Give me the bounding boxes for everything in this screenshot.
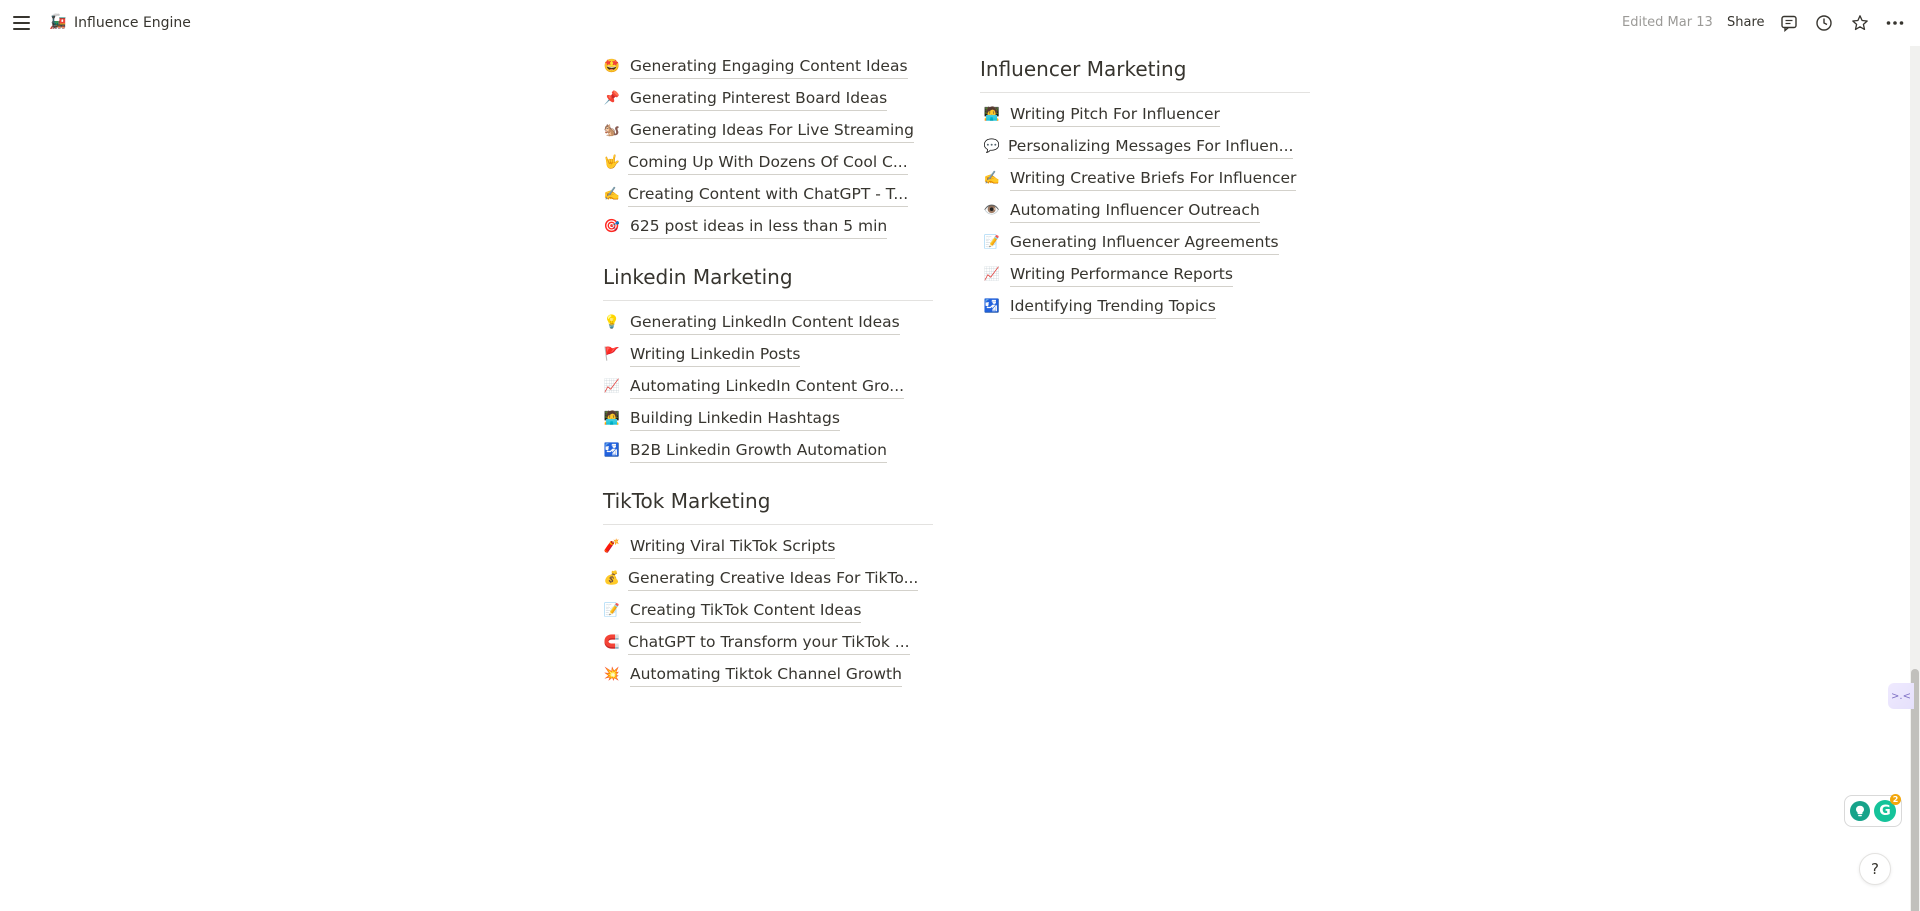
top-bar xyxy=(0,0,1920,46)
emoji-icon: 📈 xyxy=(983,267,1001,282)
link-label: Automating Influencer Outreach xyxy=(1010,199,1260,223)
list-item[interactable] xyxy=(602,630,910,656)
list-item[interactable] xyxy=(602,598,861,624)
emoji-icon: 🤟 xyxy=(603,155,621,170)
list-item[interactable] xyxy=(982,230,1279,256)
emoji-icon: 📝 xyxy=(983,235,1001,250)
link-label: B2B Linkedin Growth Automation xyxy=(630,439,887,463)
emoji-icon: 🤩 xyxy=(603,59,621,74)
link-label: Creating TikTok Content Ideas xyxy=(630,599,861,623)
list-item[interactable] xyxy=(602,150,908,176)
grammarly-logo-icon[interactable]: G 2 xyxy=(1874,800,1896,822)
emoji-icon: 💡 xyxy=(603,315,621,330)
section-heading: Influencer Marketing xyxy=(980,57,1187,81)
link-label: 625 post ideas in less than 5 min xyxy=(630,215,887,239)
link-label: Generating Engaging Content Ideas xyxy=(630,55,908,79)
list-item[interactable] xyxy=(602,310,900,336)
linkedin-section xyxy=(603,263,933,301)
link-label: Generating Ideas For Live Streaming xyxy=(630,119,914,143)
emoji-icon: ✍️ xyxy=(603,187,621,202)
link-label: Generating Pinterest Board Ideas xyxy=(630,87,887,111)
list-item[interactable] xyxy=(602,438,887,464)
more-icon[interactable] xyxy=(1884,12,1906,34)
tiktok-section xyxy=(603,487,933,525)
list-item[interactable] xyxy=(602,374,904,400)
page-icon: 🚂 xyxy=(49,14,67,30)
scrollbar-track[interactable] xyxy=(1910,46,1920,911)
emoji-icon: 👁️ xyxy=(983,203,1001,218)
side-tab-glyph: >.< xyxy=(1891,690,1911,702)
emoji-icon: 📌 xyxy=(603,91,621,106)
list-item[interactable] xyxy=(982,166,1296,192)
list-item[interactable] xyxy=(602,118,914,144)
emoji-icon: 🛂 xyxy=(603,443,621,458)
link-label: ChatGPT to Transform your TikTok ... xyxy=(628,631,910,655)
link-label: Writing Creative Briefs For Influencer xyxy=(1010,167,1296,191)
menu-icon[interactable] xyxy=(13,13,33,33)
link-label: Writing Pitch For Influencer xyxy=(1010,103,1220,127)
clock-icon[interactable] xyxy=(1813,12,1835,34)
emoji-icon: 🎯 xyxy=(603,219,621,234)
grammarly-widget[interactable] xyxy=(1844,795,1902,827)
list-item[interactable] xyxy=(982,198,1260,224)
divider xyxy=(603,300,933,301)
list-item[interactable] xyxy=(602,86,887,112)
help-button[interactable]: ? xyxy=(1859,853,1891,885)
star-icon[interactable] xyxy=(1849,12,1871,34)
emoji-icon: 🧑‍💻 xyxy=(603,411,621,426)
list-item[interactable] xyxy=(602,342,800,368)
emoji-icon: 💰 xyxy=(603,571,621,586)
emoji-icon: 🧑‍💻 xyxy=(983,107,1001,122)
divider xyxy=(603,524,933,525)
emoji-icon: 🛂 xyxy=(983,299,1001,314)
list-item[interactable] xyxy=(602,182,908,208)
emoji-icon: ✍️ xyxy=(983,171,1001,186)
link-label: Writing Linkedin Posts xyxy=(630,343,800,367)
emoji-icon: 💥 xyxy=(603,667,621,682)
list-item[interactable] xyxy=(982,262,1233,288)
link-label: Coming Up With Dozens Of Cool C... xyxy=(628,151,908,175)
side-panel-tab[interactable] xyxy=(1888,683,1914,709)
share-button[interactable]: Share xyxy=(1727,15,1765,30)
emoji-icon: 🧲 xyxy=(603,635,621,650)
emoji-icon: 🧨 xyxy=(603,539,621,554)
influencer-section xyxy=(980,55,1310,93)
list-item[interactable] xyxy=(602,534,835,560)
emoji-icon: 📝 xyxy=(603,603,621,618)
edited-timestamp: Edited Mar 13 xyxy=(1622,15,1713,30)
list-item[interactable] xyxy=(982,294,1216,320)
list-item[interactable] xyxy=(602,662,902,688)
link-label: Writing Performance Reports xyxy=(1010,263,1233,287)
link-label: Generating Creative Ideas For TikTo... xyxy=(628,567,918,591)
emoji-icon: 📈 xyxy=(603,379,621,394)
list-item[interactable] xyxy=(602,566,918,592)
link-label: Building Linkedin Hashtags xyxy=(630,407,840,431)
link-label: Creating Content with ChatGPT - T... xyxy=(628,183,908,207)
link-label: Personalizing Messages For Influen... xyxy=(1008,135,1293,159)
list-item[interactable] xyxy=(602,406,840,432)
list-item[interactable] xyxy=(982,134,1293,160)
notification-badge: 2 xyxy=(1890,794,1901,805)
link-label: Identifying Trending Topics xyxy=(1010,295,1216,319)
link-label: Generating Influencer Agreements xyxy=(1010,231,1279,255)
link-label: Writing Viral TikTok Scripts xyxy=(630,535,835,559)
emoji-icon: 🚩 xyxy=(603,347,621,362)
divider xyxy=(980,92,1310,93)
list-item[interactable] xyxy=(602,214,887,240)
link-label: Generating LinkedIn Content Ideas xyxy=(630,311,900,335)
list-item[interactable] xyxy=(982,102,1220,128)
emoji-icon: 🐿️ xyxy=(603,123,621,138)
list-item[interactable] xyxy=(602,54,908,80)
emoji-icon: 💬 xyxy=(983,139,1001,154)
comment-icon[interactable] xyxy=(1778,12,1800,34)
page-title[interactable]: Influence Engine xyxy=(74,15,191,31)
link-label: Automating LinkedIn Content Gro... xyxy=(630,375,904,399)
section-heading: Linkedin Marketing xyxy=(603,265,793,289)
section-heading: TikTok Marketing xyxy=(603,489,771,513)
lightbulb-icon[interactable] xyxy=(1850,801,1870,821)
link-label: Automating Tiktok Channel Growth xyxy=(630,663,902,687)
